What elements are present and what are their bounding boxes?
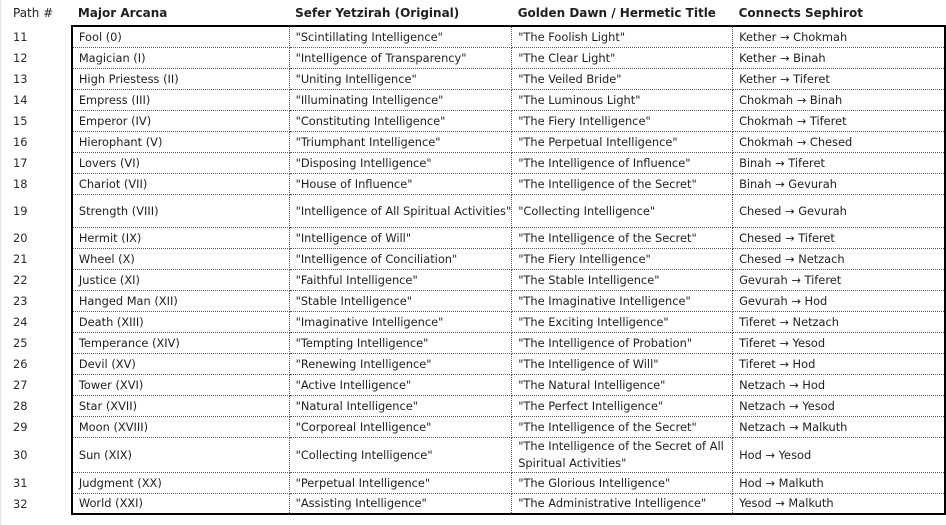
- cell-path-number[interactable]: 23: [13, 293, 28, 308]
- cell-golden-dawn-title[interactable]: "The Intelligence of the Secret": [512, 416, 733, 437]
- table-row: [0, 416, 945, 437]
- cell-connects-sephirot[interactable]: Binah → Tiferet: [733, 152, 945, 173]
- cell-golden-dawn-title[interactable]: "The Perfect Intelligence": [512, 395, 733, 416]
- table-row: [0, 332, 945, 353]
- cell-golden-dawn-title[interactable]: "The Imaginative Intelligence": [512, 290, 733, 311]
- cell-major-arcana[interactable]: Moon (XVIII): [72, 416, 289, 437]
- column-header-sefer-yetzirah[interactable]: Sefer Yetzirah (Original): [289, 0, 512, 26]
- cell-sefer-yetzirah[interactable]: "Tempting Intelligence": [289, 332, 512, 353]
- cell-golden-dawn-title[interactable]: "The Administrative Intelligence": [512, 493, 733, 514]
- cell-connects-sephirot[interactable]: Tiferet → Yesod: [733, 332, 945, 353]
- cell-sefer-yetzirah[interactable]: "Assisting Intelligence": [289, 493, 512, 514]
- cell-major-arcana[interactable]: Strength (VIII): [72, 194, 289, 227]
- table-row: [0, 68, 945, 89]
- cell-path-number[interactable]: 26: [13, 356, 28, 371]
- cell-major-arcana[interactable]: Lovers (VI): [72, 152, 289, 173]
- cell-major-arcana[interactable]: World (XXI): [72, 493, 289, 514]
- table-row: [0, 248, 945, 269]
- cell-path-number[interactable]: 28: [13, 398, 28, 413]
- cell-sefer-yetzirah[interactable]: "Faithful Intelligence": [289, 269, 512, 290]
- table-row: [0, 194, 945, 227]
- cell-path-number[interactable]: 19: [13, 203, 28, 218]
- cell-connects-sephirot[interactable]: Netzach → Yesod: [733, 395, 945, 416]
- cell-golden-dawn-title[interactable]: "The Intelligence of the Secret of All Spiritual Activities": [512, 437, 733, 472]
- cell-golden-dawn-title[interactable]: "The Fiery Intelligence": [512, 110, 733, 131]
- cell-major-arcana[interactable]: Hermit (IX): [72, 227, 289, 248]
- cell-connects-sephirot[interactable]: Netzach → Malkuth: [733, 416, 945, 437]
- column-header-golden-dawn[interactable]: Golden Dawn / Hermetic Title: [512, 0, 733, 26]
- cell-path-number[interactable]: 16: [13, 134, 28, 149]
- cell-sefer-yetzirah[interactable]: "Natural Intelligence": [289, 395, 512, 416]
- cell-connects-sephirot[interactable]: Chokmah → Tiferet: [733, 110, 945, 131]
- cell-major-arcana[interactable]: Devil (XV): [72, 353, 289, 374]
- cell-golden-dawn-title[interactable]: "The Natural Intelligence": [512, 374, 733, 395]
- cell-sefer-yetzirah[interactable]: "Intelligence of Will": [289, 227, 512, 248]
- cell-sefer-yetzirah[interactable]: "Triumphant Intelligence": [289, 131, 512, 152]
- cell-path-number[interactable]: 30: [13, 447, 28, 462]
- cell-path-number[interactable]: 15: [13, 113, 28, 128]
- cell-golden-dawn-title[interactable]: "The Perpetual Intelligence": [512, 131, 733, 152]
- table-row: [0, 374, 945, 395]
- cell-path-number[interactable]: 25: [13, 335, 28, 350]
- cell-golden-dawn-title[interactable]: "The Exciting Intelligence": [512, 311, 733, 332]
- cell-connects-sephirot[interactable]: Chesed → Gevurah: [733, 194, 945, 227]
- cell-golden-dawn-title[interactable]: "The Intelligence of the Secret": [512, 173, 733, 194]
- cell-major-arcana[interactable]: Wheel (X): [72, 248, 289, 269]
- cell-sefer-yetzirah[interactable]: "Intelligence of Conciliation": [289, 248, 512, 269]
- cell-golden-dawn-title[interactable]: "The Luminous Light": [512, 89, 733, 110]
- cell-major-arcana[interactable]: Judgment (XX): [72, 472, 289, 493]
- cell-connects-sephirot[interactable]: Chesed → Netzach: [733, 248, 945, 269]
- column-header-arcana[interactable]: Major Arcana: [72, 0, 289, 26]
- cell-path-number[interactable]: 11: [13, 29, 28, 44]
- cell-sefer-yetzirah[interactable]: "Perpetual Intelligence": [289, 472, 512, 493]
- cell-major-arcana[interactable]: Hanged Man (XII): [72, 290, 289, 311]
- table-row: [0, 89, 945, 110]
- cell-connects-sephirot[interactable]: Chesed → Tiferet: [733, 227, 945, 248]
- cell-sefer-yetzirah[interactable]: "Active Intelligence": [289, 374, 512, 395]
- cell-path-number[interactable]: 21: [13, 251, 28, 266]
- cell-golden-dawn-title[interactable]: "The Stable Intelligence": [512, 269, 733, 290]
- table-row: [0, 131, 945, 152]
- table-row: [0, 269, 945, 290]
- cell-path-number[interactable]: 13: [13, 71, 28, 86]
- table-row: [0, 472, 945, 493]
- cell-major-arcana[interactable]: Empress (III): [72, 89, 289, 110]
- cell-connects-sephirot[interactable]: Chokmah → Chesed: [733, 131, 945, 152]
- cell-major-arcana[interactable]: Temperance (XIV): [72, 332, 289, 353]
- cell-connects-sephirot[interactable]: Chokmah → Binah: [733, 89, 945, 110]
- cell-major-arcana[interactable]: High Priestess (II): [72, 68, 289, 89]
- column-header-sephirot[interactable]: Connects Sephirot: [733, 0, 945, 26]
- cell-golden-dawn-title[interactable]: "The Clear Light": [512, 47, 733, 68]
- cell-path-number[interactable]: 12: [13, 50, 28, 65]
- cell-sefer-yetzirah[interactable]: "Corporeal Intelligence": [289, 416, 512, 437]
- cell-sefer-yetzirah[interactable]: "Constituting Intelligence": [289, 110, 512, 131]
- cell-connects-sephirot[interactable]: Hod → Malkuth: [733, 472, 945, 493]
- cell-connects-sephirot[interactable]: Kether → Tiferet: [733, 68, 945, 89]
- cell-sefer-yetzirah[interactable]: "Intelligence of Transparency": [289, 47, 512, 68]
- cell-connects-sephirot[interactable]: Kether → Binah: [733, 47, 945, 68]
- table-row: [0, 395, 945, 416]
- table-row: [0, 227, 945, 248]
- cell-sefer-yetzirah[interactable]: "Renewing Intelligence": [289, 353, 512, 374]
- table-row: [0, 353, 945, 374]
- cell-major-arcana[interactable]: Star (XVII): [72, 395, 289, 416]
- table-row: [0, 311, 945, 332]
- cell-sefer-yetzirah[interactable]: "Stable Intelligence": [289, 290, 512, 311]
- cell-path-number[interactable]: 17: [13, 155, 28, 170]
- cell-golden-dawn-title[interactable]: "The Intelligence of Influence": [512, 152, 733, 173]
- table-row: [0, 437, 945, 472]
- cell-path-number[interactable]: 31: [13, 475, 28, 490]
- cell-sefer-yetzirah[interactable]: "Scintillating Intelligence": [289, 26, 512, 47]
- cell-sefer-yetzirah[interactable]: "House of Influence": [289, 173, 512, 194]
- cell-connects-sephirot[interactable]: Gevurah → Hod: [733, 290, 945, 311]
- cell-major-arcana[interactable]: Tower (XVI): [72, 374, 289, 395]
- cell-major-arcana[interactable]: Hierophant (V): [72, 131, 289, 152]
- cell-golden-dawn-title[interactable]: "The Foolish Light": [512, 26, 733, 47]
- cell-path-number[interactable]: 14: [13, 92, 28, 107]
- table-row: [0, 173, 945, 194]
- header-row: [0, 0, 945, 26]
- cell-golden-dawn-title[interactable]: "Collecting Intelligence": [512, 194, 733, 227]
- cell-path-number[interactable]: 22: [13, 272, 28, 287]
- cell-connects-sephirot[interactable]: Tiferet → Netzach: [733, 311, 945, 332]
- cell-path-number[interactable]: 18: [13, 176, 28, 191]
- cell-sefer-yetzirah[interactable]: "Intelligence of All Spiritual Activities": [289, 194, 512, 227]
- cell-connects-sephirot[interactable]: Gevurah → Tiferet: [733, 269, 945, 290]
- column-header-path[interactable]: Path #: [13, 6, 54, 20]
- cell-major-arcana[interactable]: Justice (XI): [72, 269, 289, 290]
- cell-connects-sephirot[interactable]: Yesod → Malkuth: [733, 493, 945, 514]
- cell-connects-sephirot[interactable]: Tiferet → Hod: [733, 353, 945, 374]
- cell-major-arcana[interactable]: Death (XIII): [72, 311, 289, 332]
- table-row: [0, 152, 945, 173]
- cell-major-arcana[interactable]: Magician (I): [72, 47, 289, 68]
- cell-golden-dawn-title[interactable]: "The Intelligence of Will": [512, 353, 733, 374]
- cell-major-arcana[interactable]: Chariot (VII): [72, 173, 289, 194]
- cell-sefer-yetzirah[interactable]: "Disposing Intelligence": [289, 152, 512, 173]
- cell-path-number[interactable]: 27: [13, 377, 28, 392]
- cell-path-number[interactable]: 20: [13, 230, 28, 245]
- cell-sefer-yetzirah[interactable]: "Imaginative Intelligence": [289, 311, 512, 332]
- cell-connects-sephirot[interactable]: Hod → Yesod: [733, 437, 945, 472]
- cell-sefer-yetzirah[interactable]: "Uniting Intelligence": [289, 68, 512, 89]
- cell-golden-dawn-title[interactable]: "The Intelligence of the Secret": [512, 227, 733, 248]
- table-row: [0, 290, 945, 311]
- cell-golden-dawn-title[interactable]: "The Fiery Intelligence": [512, 248, 733, 269]
- cell-path-number[interactable]: 24: [13, 314, 28, 329]
- cell-golden-dawn-title[interactable]: "The Veiled Bride": [512, 68, 733, 89]
- cell-golden-dawn-title[interactable]: "The Intelligence of Probation": [512, 332, 733, 353]
- cell-path-number[interactable]: 29: [13, 419, 28, 434]
- cell-major-arcana[interactable]: Fool (0): [72, 26, 289, 47]
- cell-path-number[interactable]: 32: [13, 496, 28, 511]
- table-row: [0, 47, 945, 68]
- cell-connects-sephirot[interactable]: Netzach → Hod: [733, 374, 945, 395]
- cell-major-arcana[interactable]: Sun (XIX): [72, 437, 289, 472]
- table-row: [0, 26, 945, 47]
- cell-sefer-yetzirah[interactable]: "Collecting Intelligence": [289, 437, 512, 472]
- cell-golden-dawn-title[interactable]: "The Glorious Intelligence": [512, 472, 733, 493]
- cell-connects-sephirot[interactable]: Binah → Gevurah: [733, 173, 945, 194]
- cell-sefer-yetzirah[interactable]: "Illuminating Intelligence": [289, 89, 512, 110]
- cell-major-arcana[interactable]: Emperor (IV): [72, 110, 289, 131]
- table-row: [0, 110, 945, 131]
- table-row: [0, 493, 945, 514]
- cell-connects-sephirot[interactable]: Kether → Chokmah: [733, 26, 945, 47]
